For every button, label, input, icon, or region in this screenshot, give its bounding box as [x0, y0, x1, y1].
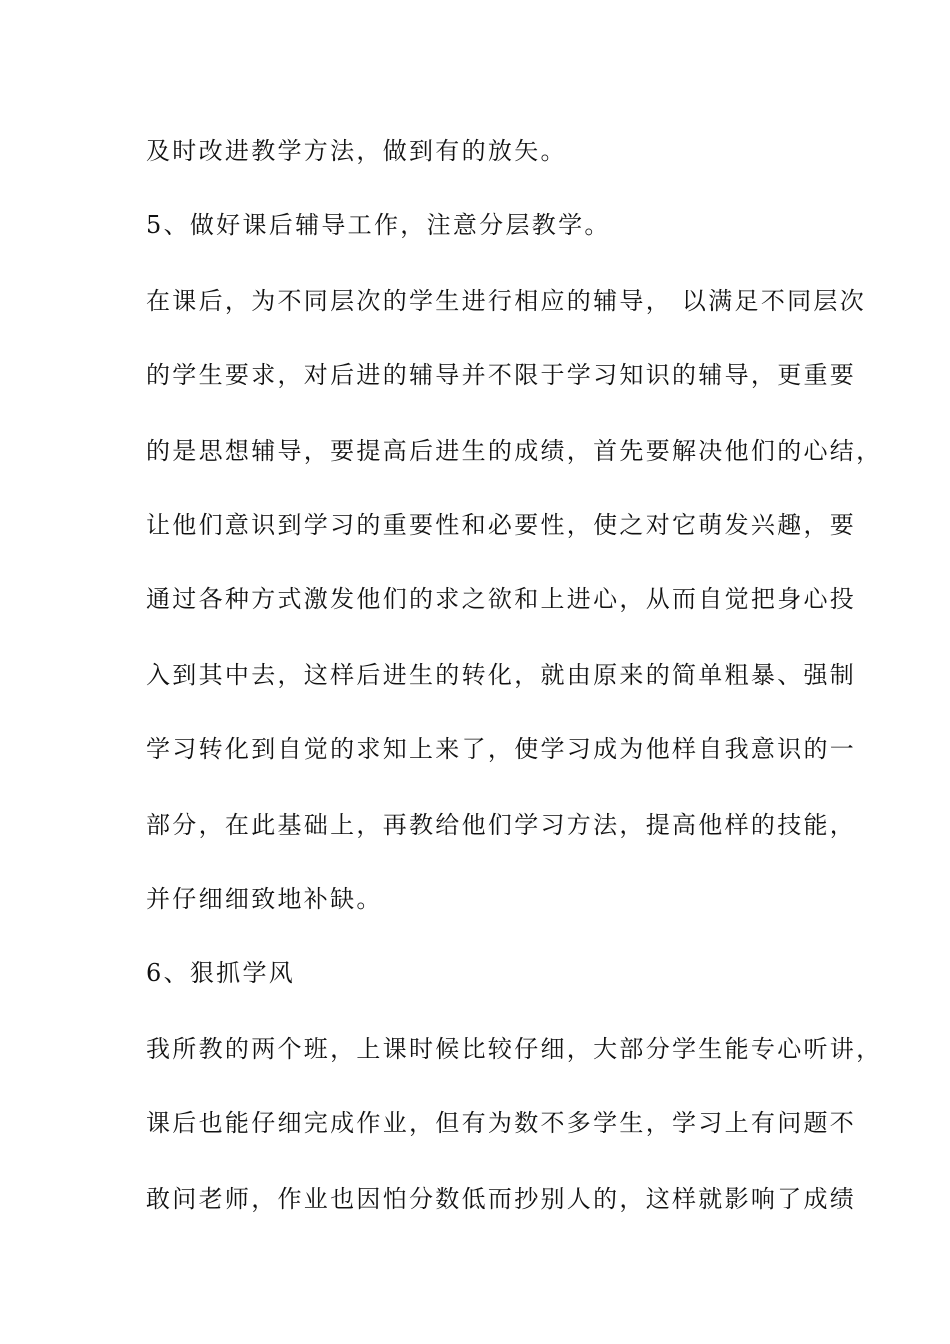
- paragraph-line: 部分，在此基础上，再教给他们学习方法，提高他样的技能，: [146, 811, 857, 839]
- paragraph-line: 通过各种方式激发他们的求之欲和上进心，从而自觉把身心投: [146, 585, 857, 613]
- section-heading: 6、狠抓学风: [146, 959, 296, 987]
- paragraph-line: 在课后，为不同层次的学生进行相应的辅导， 以满足不同层次: [146, 287, 867, 315]
- paragraph-line: 入到其中去，这样后进生的转化，就由原来的简单粗暴、强制: [146, 661, 857, 689]
- paragraph-line: 并仔细细致地补缺。: [146, 885, 383, 913]
- paragraph-line: 学习转化到自觉的求知上来了，使学习成为他样自我意识的一: [146, 735, 857, 763]
- paragraph-line: 的学生要求，对后进的辅导并不限于学习知识的辅导，更重要: [146, 361, 857, 389]
- paragraph-line: 课后也能仔细完成作业，但有为数不多学生，学习上有问题不: [146, 1109, 857, 1137]
- paragraph-line: 的是思想辅导，要提高后进生的成绩，首先要解决他们的心结，: [146, 437, 883, 465]
- section-heading: 5、做好课后辅导工作，注意分层教学。: [146, 211, 611, 239]
- paragraph-line: 让他们意识到学习的重要性和必要性，使之对它萌发兴趣，要: [146, 511, 857, 539]
- paragraph-line: 及时改进教学方法，做到有的放矢。: [146, 137, 567, 165]
- paragraph-line: 敢问老师，作业也因怕分数低而抄别人的，这样就影响了成绩: [146, 1185, 857, 1213]
- paragraph-line: 我所教的两个班，上课时候比较仔细，大部分学生能专心听讲，: [146, 1035, 883, 1063]
